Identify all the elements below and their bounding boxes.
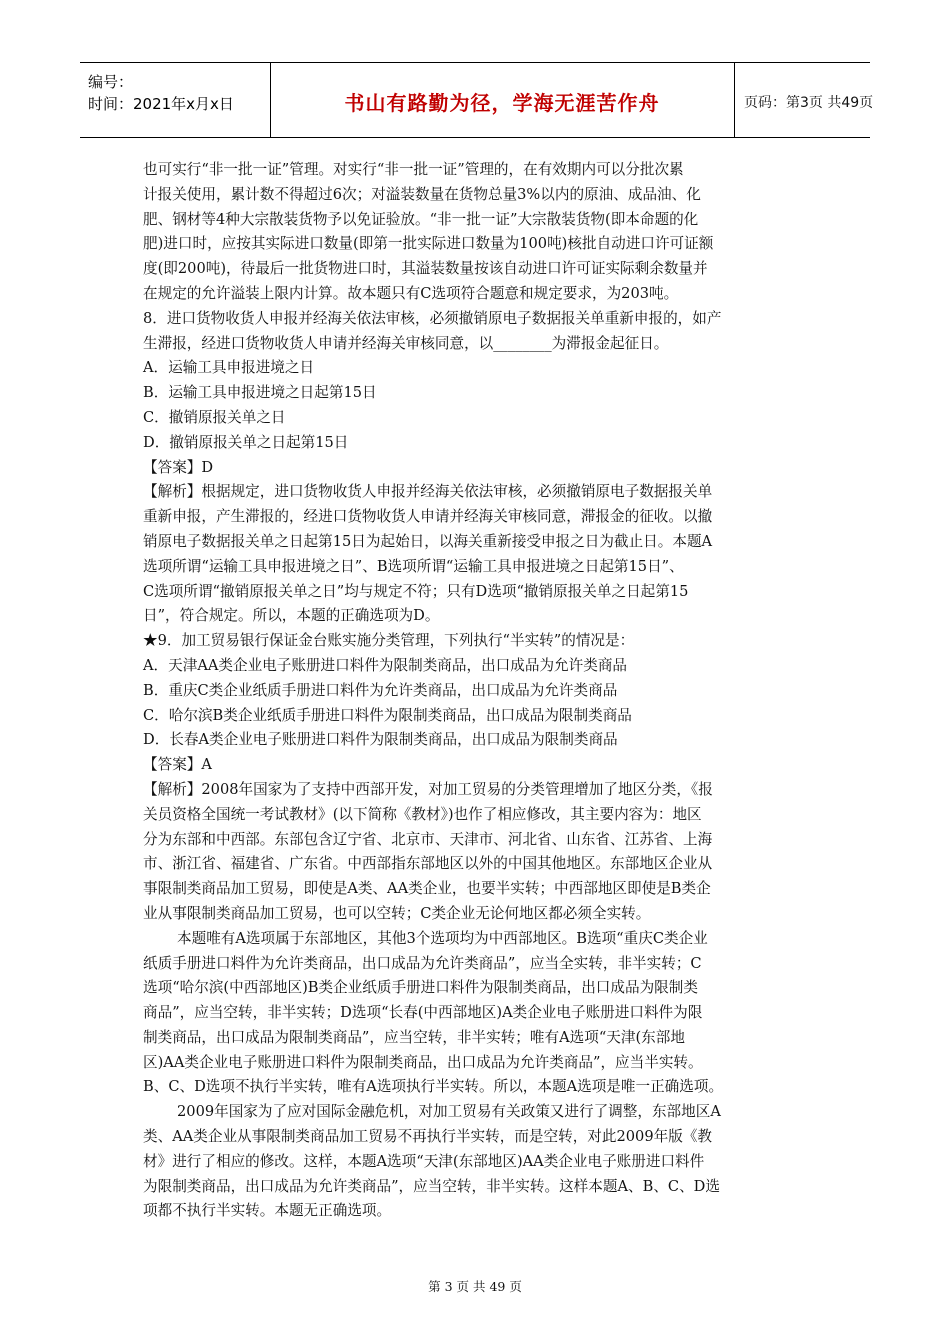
analysis-line: 市、浙江省、福建省、广东省。中西部指东部地区以外的中国其他地区。东部地区企业从 <box>143 855 713 873</box>
analysis-line: 项都不执行半实转。本题无正确选项。 <box>143 1202 392 1220</box>
analysis-line: 为限制类商品，出口成品为允许类商品”，应当空转，非半实转。这样本题A、B、C、D选 <box>143 1177 720 1195</box>
analysis-line: 2009年国家为了应对国际金融危机，对加工贸易有关政策又进行了调整，东部地区A <box>177 1103 721 1121</box>
analysis-line: 制类商品，出口成品为限制类商品”，应当空转，非半实转；唯有A选项“天津(东部地 <box>143 1028 685 1046</box>
analysis-line: 重新申报，产生滞报的，经进口货物收货人申请并经海关审核同意，滞报金的征收。以撤 <box>143 508 713 526</box>
body-line: 计报关使用，累计数不得超过6次；对溢装数量在货物总量3%以内的原油、成品油、化 <box>143 185 701 203</box>
analysis-line: 本题唯有A选项属于东部地区，其他3个选项均为中西部地区。B选项“重庆C类企业 <box>177 929 708 947</box>
analysis-line: 业从事限制类商品加工贸易，也可以空转；C类企业无论何地区都必须全实转。 <box>143 904 651 922</box>
header-left-cell <box>80 63 271 137</box>
option-line: B．运输工具申报进境之日起第15日 <box>143 384 377 402</box>
page-header <box>80 62 874 138</box>
page-info: 页码：第3页 共49页 <box>744 95 874 111</box>
option-line: D．撤销原报关单之日起第15日 <box>143 433 349 451</box>
option-line: B．重庆C类企业纸质手册进口料件为允许类商品，出口成品为允许类商品 <box>143 681 618 699</box>
analysis-line: 类、AA类企业从事限制类商品加工贸易不再执行半实转，而是空转，对此2009年版《教 <box>143 1128 713 1146</box>
analysis-line: 【解析】2008年国家为了支持中西部开发，对加工贸易的分类管理增加了地区分类，《报 <box>143 780 713 798</box>
analysis-line: 事限制类商品加工贸易，即使是A类、AA类企业，也要半实转；中西部地区即使是B类企 <box>143 880 711 898</box>
option-line: C．哈尔滨B类企业纸质手册进口料件为限制类商品，出口成品为限制类商品 <box>143 706 632 724</box>
analysis-line: 销原电子数据报关单之日起第15日为起始日，以海关重新接受申报之日为截止日。本题A <box>143 532 713 550</box>
option-line: A．运输工具申报进境之日 <box>143 359 315 377</box>
analysis-line: 区)AA类企业电子账册进口料件为限制类商品，出口成品为允许类商品”，应当半实转。 <box>143 1053 703 1071</box>
body-line: 在规定的允许溢装上限内计算。故本题只有C选项符合题意和规定要求，为203吨。 <box>143 284 679 302</box>
answer-line: 【答案】D <box>143 458 214 476</box>
body-line: 也可实行“非一批一证”管理。对实行“非一批一证”管理的，在有效期内可以分批次累 <box>143 161 684 178</box>
option-line: C．撤销原报关单之日 <box>143 408 286 426</box>
date-label: 时间：2021年x月x日 <box>88 95 234 113</box>
body-line: 肥、钢材等4种大宗散装货物予以免证验放。“非一批一证”大宗散装货物(即本命题的化 <box>143 210 699 228</box>
question-line: 生滞报，经进口货物收货人申请并经海关审核同意，以________为滞报金起征日。 <box>143 334 669 352</box>
analysis-line: 选项“哈尔滨(中西部地区)B类企业纸质手册进口料件为限制类商品，出口成品为限制类 <box>143 979 698 997</box>
motto: 书山有路勤为径，学海无涯苦作舟 <box>344 91 660 115</box>
body-line: 度(即200吨)，待最后一批货物进口时，其溢装数量按该自动进口许可证实际剩余数量并 <box>143 260 708 278</box>
analysis-line: 分为东部和中西部。东部包含辽宁省、北京市、天津市、河北省、山东省、江苏省、上海 <box>143 830 713 848</box>
header-right-cell <box>734 63 874 137</box>
analysis-line: C选项所谓“撤销原报关单之日”均与规定不符；只有D选项“撤销原报关单之日起第15 <box>143 582 689 600</box>
question-line: 8．进口货物收货人申报并经海关依法审核，必须撤销原电子数据报关单重新申报的，如产 <box>143 309 722 327</box>
analysis-line: B、C、D选项不执行半实转，唯有A选项执行半实转。所以，本题A选项是唯一正确选项。 <box>143 1078 724 1096</box>
analysis-line: 纸质手册进口料件为允许类商品，出口成品为允许类商品”，应当全实转，非半实转；C <box>143 954 702 972</box>
answer-line: 【答案】A <box>143 756 212 774</box>
option-line: D．长春A类企业电子账册进口料件为限制类商品，出口成品为限制类商品 <box>143 731 618 749</box>
question-line: ★9．加工贸易银行保证金台账实施分类管理，下列执行“半实转”的情况是： <box>143 632 635 650</box>
analysis-line: 商品”，应当空转，非半实转；D选项“长春(中西部地区)A类企业电子账册进口料件为限 <box>143 1004 703 1022</box>
analysis-line: 关员资格全国统一考试教材》(以下简称《教材》)也作了相应修改，其主要内容为：地区 <box>143 805 702 823</box>
option-line: A．天津AA类企业电子账册进口料件为限制类商品，出口成品为允许类商品 <box>143 656 628 674</box>
serial-label: 编号： <box>88 73 134 91</box>
analysis-line: 【解析】根据规定，进口货物收货人申报并经海关依法审核，必须撤销原电子数据报关单 <box>143 483 713 501</box>
analysis-line: 材》进行了相应的修改。这样，本题A选项“天津(东部地区)AA类企业电子账册进口料件 <box>143 1152 705 1170</box>
analysis-line: 选项所谓“运输工具申报进境之日”、B选项所谓“运输工具申报进境之日起第15日”、 <box>143 557 684 575</box>
header-motto-cell <box>270 63 735 137</box>
analysis-line: 日”，符合规定。所以，本题的正确选项为D。 <box>143 607 440 625</box>
body-line: 肥)进口时，应按其实际进口数量(即第一批实际进口数量为100吨)核批自动进口许可证额 <box>143 235 714 253</box>
page-footer: 第 3 页 共 49 页 <box>428 1279 522 1294</box>
document-body <box>143 158 825 1224</box>
